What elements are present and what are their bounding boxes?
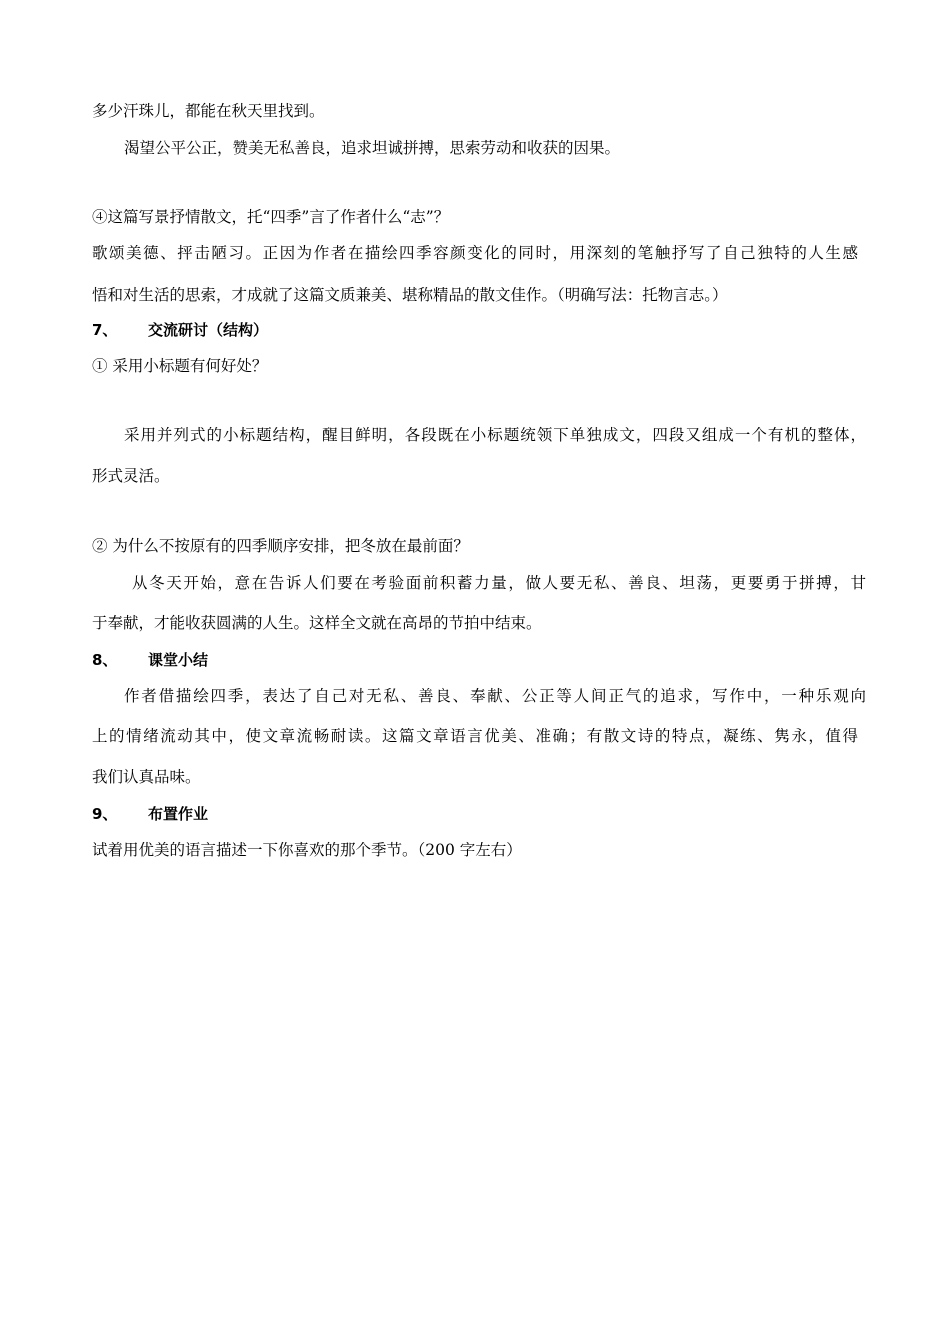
- paragraph-line: 渴望公平公正，赞美无私善良，追求坦诚拼搏，思索劳动和收获的因果。: [124, 139, 621, 157]
- section-title: 布置作业: [148, 805, 209, 823]
- section-title: 交流研讨（结构）: [148, 321, 269, 339]
- paragraph-line: 形式灵活。: [92, 467, 170, 485]
- paragraph-line: 作者借描绘四季，表达了自己对无私、善良、奉献、公正等人间正气的追求，写作中，一种乐观向: [124, 687, 866, 705]
- paragraph-line: 从冬天开始，意在告诉人们要在考验面前积蓄力量，做人要无私、善良、坦荡，更要勇于拼搏，甘: [132, 574, 866, 592]
- paragraph-line: 采用并列式的小标题结构，醒目鲜明，各段既在小标题统领下单独成文，四段又组成一个有机的整体，: [124, 426, 866, 444]
- section-number: 7、: [92, 321, 118, 339]
- section-heading-7: [92, 320, 268, 340]
- paragraph-line: 于奉献，才能收获圆满的人生。这样全文就在高昂的节拍中结束。: [92, 614, 542, 632]
- paragraph-line: 歌颂美德、抨击陋习。正因为作者在描绘四季容颜变化的同时，用深刻的笔触抒写了自己独特的人生感: [92, 244, 858, 262]
- homework-line: 试着用优美的语言描述一下你喜欢的那个季节。（200 字左右）: [92, 841, 522, 859]
- question-1: ① 采用小标题有何好处？: [92, 357, 268, 375]
- section-number: 8、: [92, 651, 118, 669]
- section-heading-9: [92, 804, 208, 824]
- paragraph-line: 上的情绪流动其中，使文章流畅耐读。这篇文章语言优美、准确；有散文诗的特点，凝练、隽永，值得: [92, 727, 858, 745]
- section-heading-8: [92, 650, 208, 670]
- paragraph-line: 悟和对生活的思索，才成就了这篇文质兼美、堪称精品的散文佳作。（明确写法：托物言志。）: [92, 286, 728, 304]
- question-2: ② 为什么不按原有的四季顺序安排，把冬放在最前面？: [92, 537, 469, 555]
- section-title: 课堂小结: [148, 651, 209, 669]
- paragraph-line: 多少汗珠儿，都能在秋天里找到。: [92, 102, 325, 120]
- section-number: 9、: [92, 805, 118, 823]
- question-4: ④这篇写景抒情散文，托“四季”言了作者什么“志”？: [92, 208, 450, 226]
- paragraph-line: 我们认真品味。: [92, 768, 201, 786]
